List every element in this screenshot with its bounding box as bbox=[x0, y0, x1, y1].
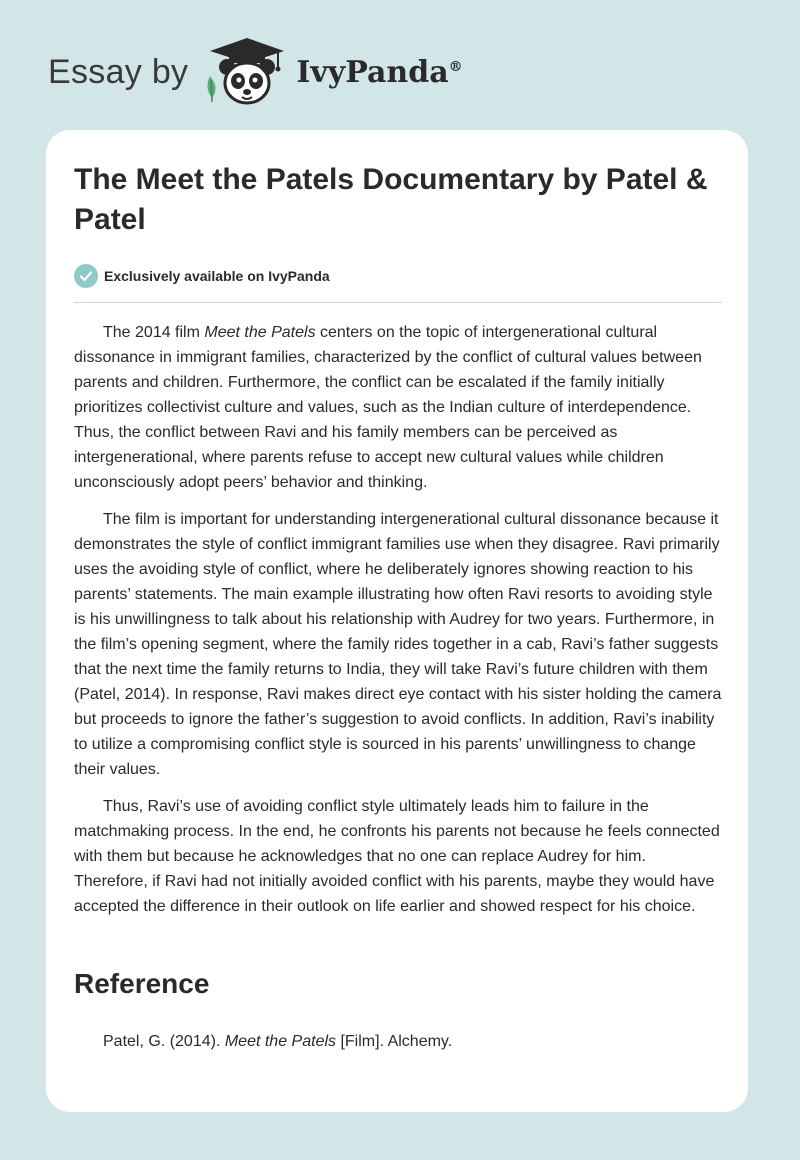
paragraph-3: Thus, Ravi’s use of avoiding conflict style ultimately leads him to failure in the matchmaking process. In the end, he confronts his parents not because he feels connected with them but because he acknowledges that no one can replace Audrey for him. Therefore, if Ravi had not initially avoided conflict with his parents, maybe they would have accepted the difference in their outlook on life earlier and showed respect for his choice. bbox=[74, 798, 720, 915]
ivypanda-brand[interactable] bbox=[296, 55, 462, 90]
film-title: Meet the Patels bbox=[204, 324, 316, 341]
essay-card bbox=[46, 130, 748, 1112]
brand-name: IvyPanda bbox=[296, 54, 449, 90]
paragraph-2: The film is important for understanding intergenerational cultural dissonance because it demonstrates the style of conflict immigrant families use when they disagree. Ravi primarily uses the avoiding style of conflict, where he deliberately ignores showing reaction to his parents’ statements. The main example illustrating how often Ravi resorts to avoiding style is his unwillingness to talk about his relationship with Audrey for two years. Furthermore, in the film’s opening segment, where the family rides together in a cab, Ravi’s father suggests that the next time the family returns to India, they will take Ravi’s future children with them (Patel, 2014). In response, Ravi makes direct eye contact with his sister holding the camera but proceeds to ignore the father’s suggestion to avoid conflicts. In addition, Ravi’s inability to utilize a compromising conflict style is sourced in his parents’ unwillingness to change their values. bbox=[74, 511, 722, 778]
registered-mark: ® bbox=[448, 58, 463, 75]
check-icon bbox=[74, 264, 98, 288]
reference-heading: Reference bbox=[74, 968, 210, 999]
reference-entry bbox=[103, 1030, 452, 1054]
divider bbox=[74, 302, 722, 303]
exclusive-badge bbox=[74, 264, 330, 288]
paragraph-1-intro: The 2014 film bbox=[103, 324, 205, 341]
reference-author: Patel, G. (2014). bbox=[103, 1033, 225, 1050]
essay-title: The Meet the Patels Documentary by Patel & Patel bbox=[74, 163, 708, 236]
site-header bbox=[48, 36, 463, 108]
paragraph-1-rest: centers on the topic of intergenerational cultural dissonance in immigrant families, characterized by the conflict of cultural values between parents and children. Furthermore, the conflict can be escalated if the family initially prioritizes collectivist culture and values, such as the Indian culture of interdependence. Thus, the conflict between Ravi and his family members can be perceived as intergenerational, where parents refuse to accept new cultural values while children unconsciously adopt peers’ behavior and thinking. bbox=[74, 324, 702, 491]
paragraph-1 bbox=[74, 320, 722, 495]
exclusive-label: Exclusively available on IvyPanda bbox=[104, 268, 330, 284]
reference-source: [Film]. Alchemy. bbox=[336, 1033, 453, 1050]
essay-body bbox=[74, 320, 722, 931]
panda-logo-icon[interactable] bbox=[202, 36, 292, 108]
reference-title: Meet the Patels bbox=[224, 1033, 337, 1050]
essay-by-label: Essay by bbox=[48, 52, 189, 91]
